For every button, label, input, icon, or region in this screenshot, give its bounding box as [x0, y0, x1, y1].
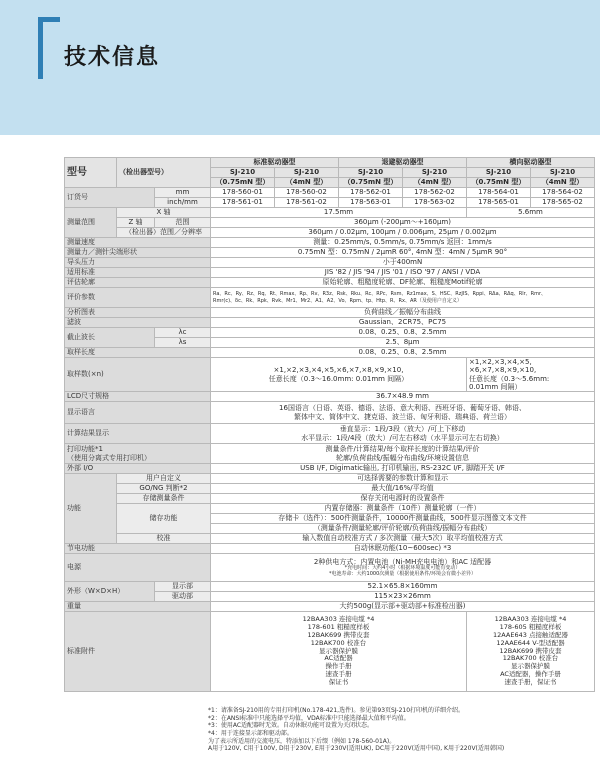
cutoff-label: 截止波长: [65, 328, 155, 348]
ls-label: λs: [155, 338, 211, 348]
drive-ret: 退避驱动器型: [339, 158, 467, 168]
order-label: 订货号: [65, 188, 155, 208]
acc-item: 速查手册，保证书: [504, 677, 557, 686]
lang-line: 16国语言（日语、英语、德语、法语、意大利语、西班牙语、葡萄牙语、韩语、: [279, 404, 526, 413]
weight-label: 重量: [65, 602, 211, 612]
order-cell: 178-561-02: [275, 198, 339, 208]
force-type: （4mN 型）: [403, 178, 467, 188]
lcd-label: LCD尺寸规格: [65, 392, 211, 402]
order-cell: 178-561-01: [211, 198, 275, 208]
lang-label: 显示语言: [65, 402, 211, 424]
unit-mm: mm: [155, 188, 211, 198]
range-label: 测量范围: [65, 208, 117, 238]
acc-item: 显示器保护膜: [511, 662, 550, 671]
count-lat-value: [467, 358, 595, 392]
count-line: 0.01mm 间隔）: [469, 382, 522, 391]
graph-label: 分析图表: [65, 308, 211, 318]
acc-item: 178-605 粗糙度样板: [499, 623, 562, 632]
eco-label: 节电功能: [65, 544, 211, 554]
io-label: 外部 I/O: [65, 464, 211, 474]
model-name: SJ-210: [275, 168, 339, 178]
disp-label: 显示部: [155, 582, 211, 592]
lc-value: 0.08、0.25、0.8、2.5mm: [211, 328, 595, 338]
x-axis-label: X 轴: [117, 208, 211, 218]
eco-value: 自动休眠功能(10~600sec) *3: [211, 544, 595, 554]
calc-line: 水平显示：1段/4段（放大）/可左右移动（水平显示可左右切换）: [301, 433, 504, 442]
acc-item: AC适配器，操作手册: [500, 669, 561, 678]
acc-item: 12BAA303 连接电缆 *4: [302, 615, 375, 624]
unit-inch: inch/mm: [155, 198, 211, 208]
store-value: （测量条件/测量轮廓/评价轮廓/负荷曲线/振幅分布曲线）: [211, 524, 595, 534]
x-range-lat: 5.6mm: [467, 208, 595, 218]
speed-value: 测量：0.25mm/s, 0.5mm/s, 0.75mm/s 返回：1mm/s: [211, 238, 595, 248]
filter-value: Gaussian、2CR75、PC75: [211, 318, 595, 328]
model-label: 型号: [65, 158, 117, 188]
model-name: SJ-210: [531, 168, 595, 178]
power-line: *电池寿命：大约1000次测量（根据使用条件/环境会有微小差异）: [329, 570, 476, 577]
func-label: 功能: [65, 474, 117, 544]
gono-value: 最大值/16%/平均值: [211, 484, 595, 494]
cond-label: 存储测量条件: [117, 494, 211, 504]
speed-label: 测量速度: [65, 238, 211, 248]
std-value: JIS '82 / JIS '94 / JIS '01 / ISO '97 / ANSI / VDA: [211, 268, 595, 278]
order-cell: 178-564-01: [467, 188, 531, 198]
order-cell: 178-565-02: [531, 198, 595, 208]
user-value: 可选择需要的参数计算和显示: [211, 474, 595, 484]
weight-value: 大约500g(显示部+驱动部+标准检出器): [211, 602, 595, 612]
count-line: ×1,×2,×3,×4,×5,: [469, 358, 532, 367]
order-cell: 178-560-02: [275, 188, 339, 198]
footnote: *3：使用AC适配器时无效。自动休眠功能可设置为关闭状态。: [208, 722, 374, 730]
count-line: 任意长度（0.3～16.0mm: 0.01mm 间隔）: [268, 374, 409, 383]
calc-label: 计算结果显示: [65, 424, 211, 444]
force-value: 0.75mN 型：0.75mN / 2μmR 60°, 4mN 型：4mN / 5μmR 90°: [211, 248, 595, 258]
acc-value: [211, 612, 467, 692]
model-name: SJ-210: [403, 168, 467, 178]
force-label: 测量力／测针尖端形状: [65, 248, 211, 258]
order-cell: 178-562-02: [403, 188, 467, 198]
param-line: Rmr(c)、δc、Rk、Rpk、Rvk、Mr1、Mr2、A1、A2、Vo、Rpm、tp、Htp、R、Rx、AR（及使用户自定义）: [213, 297, 462, 304]
force-type: （4mN 型）: [531, 178, 595, 188]
profile-value: 原始轮廓、粗糙度轮廓、DF轮廓、粗糙度Motif轮廓: [211, 278, 595, 288]
power-line: *充电时间：大约4小时（根据环境温度可能有变动）: [344, 564, 461, 571]
count-label: 取样数(×n): [65, 358, 211, 392]
footnote: *1：请准备SJ-210用的专用打印机(No.178-421,选件)。参见第93页SJ-210打印机的详细介绍。: [208, 707, 465, 714]
io-value: USB I/F, Digimatic输出, 打印机输出, RS-232C I/F, 脚踏开关 I/F: [211, 464, 595, 474]
drive-lat: 横向驱动器型: [467, 158, 595, 168]
acc-item: 12BAK700 校准台: [310, 638, 367, 647]
param-line: Ra、Rc、Ry、Rz、Rq、Rt、Rmax、Rp、Rv、R3z、Rsk、Rku、Rc、RPc、Rsm、Rz1max、S、HSC、RzJIS、Rppi、RΔa、RΔq、Rlr、Rmr、: [213, 290, 547, 297]
store-value: 存储卡（选件）：500件测量条件，10000件测量曲线，500件显示图像文本文件: [211, 514, 595, 524]
print-value-line: 测量条件/计算结果/每个取样长度的计算结果/评价: [325, 445, 480, 454]
store-label: 储存功能: [117, 504, 211, 534]
param-label: 评价参数: [65, 288, 211, 308]
store-value: 内置存储器：测量条件（10件）测量轮廓（一件）: [211, 504, 595, 514]
z-range-value: 360μm (-200μm～+160μm): [211, 218, 595, 228]
power-label: 电源: [65, 554, 211, 582]
disp-value: 52.1×65.8×160mm: [211, 582, 595, 592]
model-name: SJ-210: [339, 168, 403, 178]
power-line: 2种供电方式：内置电池（Ni-MH充电电池）和AC 适配器: [313, 557, 492, 566]
acc-item: 12AAE643 点接触适配器: [493, 631, 568, 639]
order-cell: 178-564-02: [531, 188, 595, 198]
acc-item: 12BAK700 校准台: [502, 654, 559, 663]
drive-value: 115×23×26mm: [211, 592, 595, 602]
footnote: *2：在ANSI标准中只能选择平均值，VDA标准中只能选择最大值和平均值。: [208, 714, 410, 722]
count-line: ×1,×2,×3,×4,×5,×6,×7,×8,×9,×10,: [273, 366, 404, 375]
force-type: （4mN 型）: [275, 178, 339, 188]
calc-value: [211, 424, 595, 444]
order-cell: 178-562-01: [339, 188, 403, 198]
guide-label: 导头压力: [65, 258, 211, 268]
print-line: 打印功能*1: [67, 445, 103, 454]
power-value: [211, 554, 595, 582]
order-cell: 178-565-01: [467, 198, 531, 208]
detector-label: （检出器型号）: [117, 158, 211, 188]
acc-item: 保证书: [328, 677, 349, 686]
page-title: 技术信息: [64, 45, 161, 70]
lang-value: [211, 402, 595, 424]
acc-item: 12BAA303 连接电缆 *4: [494, 615, 567, 624]
force-type: （0.75mN 型）: [339, 178, 403, 188]
acc-item: 操作手册: [325, 662, 352, 671]
force-type: （0.75mN 型）: [211, 178, 275, 188]
order-cell: 178-560-01: [211, 188, 275, 198]
graph-value: 负荷曲线／振幅分布曲线: [211, 308, 595, 318]
calib-value: 输入数值自动校准方式 / 多次测量（最大5次）取平均值校准方式: [211, 534, 595, 544]
z-axis-label: Z 轴: [117, 218, 155, 228]
count-line: ×6,×7,×8,×9,×10,: [469, 366, 537, 375]
acc-item: 速查手册: [325, 669, 352, 678]
spec-table: [64, 157, 594, 692]
count-line: 任意长度（0.3～5.6mm:: [469, 374, 550, 383]
sample-label: 取样长度: [65, 348, 211, 358]
dim-label: 外形（W×D×H）: [65, 582, 155, 602]
print-value: [211, 444, 595, 464]
drive-std: 标准驱动器型: [211, 158, 339, 168]
cond-value: 保存关闭电源时的设置条件: [211, 494, 595, 504]
guide-value: 小于400mN: [211, 258, 595, 268]
lcd-value: 36.7×48.9 mm: [211, 392, 595, 402]
count-value: [211, 358, 467, 392]
model-name: SJ-210: [467, 168, 531, 178]
acc-item: AC适配器: [324, 654, 353, 663]
corner-bracket-v: [38, 17, 43, 79]
param-value: [211, 288, 595, 308]
det-range-label: （检出器）范围／分辨率: [117, 228, 211, 238]
std-label: 适用标准: [65, 268, 211, 278]
footnote: *4：用于连接显示部和驱动部。: [208, 730, 293, 738]
acc-label: 标准附件: [65, 612, 211, 692]
drive-label: 驱动部: [155, 592, 211, 602]
acc-item: 12BAK699 携带皮套: [499, 646, 562, 655]
acc-lat-value: [467, 612, 595, 692]
order-cell: 178-563-02: [403, 198, 467, 208]
footnote: 为了表示所适用的交流电压，特添加以下后缀（例如 178-560-01A)。: [208, 737, 396, 745]
filter-label: 滤波: [65, 318, 211, 328]
model-name: SJ-210: [211, 168, 275, 178]
acc-item: 178-601 粗糙度样板: [307, 623, 370, 632]
order-cell: 178-563-01: [339, 198, 403, 208]
x-range-value: 17.5mm: [211, 208, 467, 218]
profile-label: 评估轮廓: [65, 278, 211, 288]
acc-item: 显示器保护膜: [319, 646, 358, 655]
calc-line: 垂直显示：1段/3段（放大）/可上下移动: [339, 425, 466, 434]
lc-label: λc: [155, 328, 211, 338]
print-line: （使用分离式专用打印机）: [67, 453, 151, 462]
acc-item: 12AAE644 V-型适配器: [496, 638, 565, 647]
gono-label: GO/NG 判断*2: [117, 484, 211, 494]
print-value-line: 轮廓/负荷曲线/振幅分布曲线/环境设置信息: [335, 453, 470, 462]
user-label: 用户自定义: [117, 474, 211, 484]
calib-label: 校准: [117, 534, 211, 544]
print-label: [65, 444, 211, 464]
footnote: A用于120V, C用于100V, D用于230V, E用于230V(适用UK), DC用于220V(适用中国), K用于220V(适用韩国): [208, 745, 505, 753]
force-type: （0.75mN 型）: [467, 178, 531, 188]
range-word: 范围: [155, 218, 211, 228]
sample-value: 0.08、0.25、0.8、2.5mm: [211, 348, 595, 358]
acc-item: 12BAK699 携带皮套: [307, 631, 370, 639]
footnotes: [208, 707, 594, 753]
lang-line: 繁体中文、简体中文、捷克语、波兰语、匈牙利语、瑞典语、荷兰语）: [294, 412, 511, 421]
ls-value: 2.5、8μm: [211, 338, 595, 348]
det-range-value: 360μm / 0.02μm, 100μm / 0.006μm, 25μm / 0.002μm: [211, 228, 595, 238]
